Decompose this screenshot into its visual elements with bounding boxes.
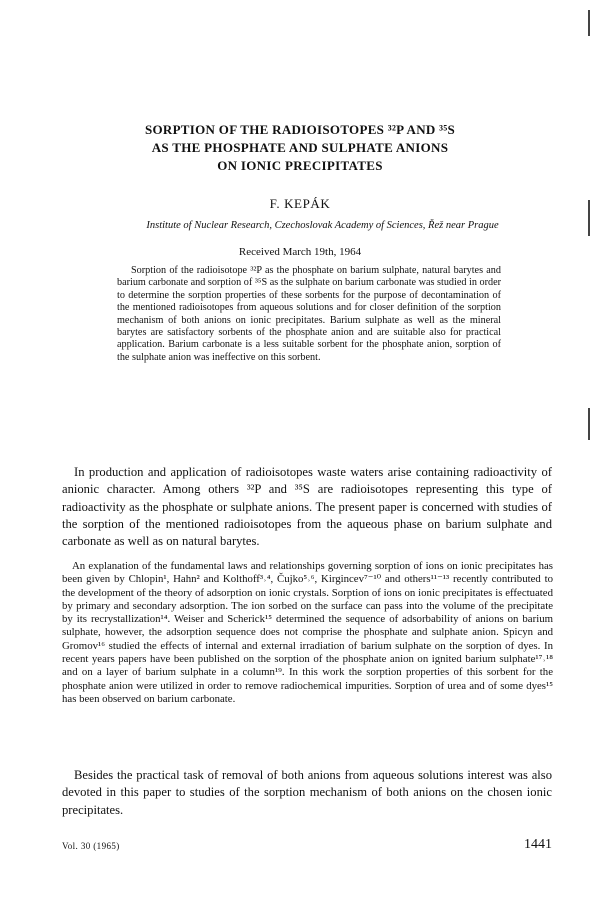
scan-edge-mark (588, 10, 590, 36)
paper-title (60, 121, 540, 175)
title-line: AS THE PHOSPHATE AND SULPHATE ANIONS (151, 140, 449, 155)
page-number: 1441 (524, 837, 552, 852)
title-line: ON IONIC PRECIPITATES (217, 158, 383, 173)
journal-volume: Vol. 30 (1965) (62, 841, 120, 851)
closing-paragraph: Besides the practical task of removal of both anions from aqueous solutions interest was also devoted in this paper to studies of the sorption mechanism of both anions on the chosen ionic precipitates. (62, 768, 552, 817)
literature-paragraph: An explanation of the fundamental laws and relationships governing sorption of ions on ionic precipitates has been given by Chlopin¹, Hahn² and Kolthoff³˒⁴, Čujko⁵˒⁶, Kirgincev⁷⁻¹⁰ and others¹¹⁻¹³ recently contributed to the development of the theory of adsorption on ionic crystals. Sorption of ions on ionic precipitates is effectuated by primary and secondary adsorption. The ion sorbed on the surface can pass into the volume of the precipitate by its recrystallization¹⁴. Weiser and Scherick¹⁵ determined the sequence of adsorbability of anions on barium sulphate, however, the adsorption sequence does not comprise the phosphate and sulphate anion. Spicyn and Gromov¹⁶ studied the effects of internal and external irradiation of barium sulphate on the sorption of dyes. In recent years papers have been published on the sorption of the phosphate anion on ignited barium sulphate¹⁷˒¹⁸ and on a layer of barium sulphate in a column¹⁹. In this work the sorption properties of this sorbent for the phosphate anion were utilized in order to remove radiochemical impurities. Sorption of urea and of some dyes¹⁵ has been observed on barium carbonate. (62, 560, 553, 705)
affiliation: Institute of Nuclear Research, Czechoslovak Academy of Sciences, Řež near Prague (146, 220, 499, 231)
intro-paragraph: In production and application of radioisotopes waste waters arise containing radioactivity of anionic character. Among others ³²P and ³⁵S are radioisotopes representing this type of radioactivity as the phosphate or sulphate anions. The present paper is concerned with studies of the sorption of the mentioned radioisotopes from the aqueous phase on barium sulphate and carbonate as well as on natural barytes. (62, 465, 552, 549)
title-line: SORPTION OF THE RADIOISOTOPES ³²P AND ³⁵S (144, 122, 456, 137)
received-date: Received March 19th, 1964 (238, 246, 362, 258)
abstract: Sorption of the radioisotope ³²P as the phosphate on barium sulphate, natural barytes and barium carbonate and sorption of ³⁵S as the sulphate on barium carbonate was studied in order to determine the sorption properties of these sorbents for the purpose of decontamination of the mentioned radioisotopes from aqueous solutions and for closer definition of the sorption mechanism of both anions on ionic precipitates. Barium sulphate as well as the mineral barytes are satisfactory sorbents of the phosphate anion and are suitable also for practical application. Barium carbonate is a less suitable sorbent for the phosphate anion, sorption of the sulphate anion was ineffective on this sorbent. (117, 265, 501, 363)
scan-edge-mark (588, 408, 590, 440)
author: F. KEPÁK (269, 196, 331, 211)
